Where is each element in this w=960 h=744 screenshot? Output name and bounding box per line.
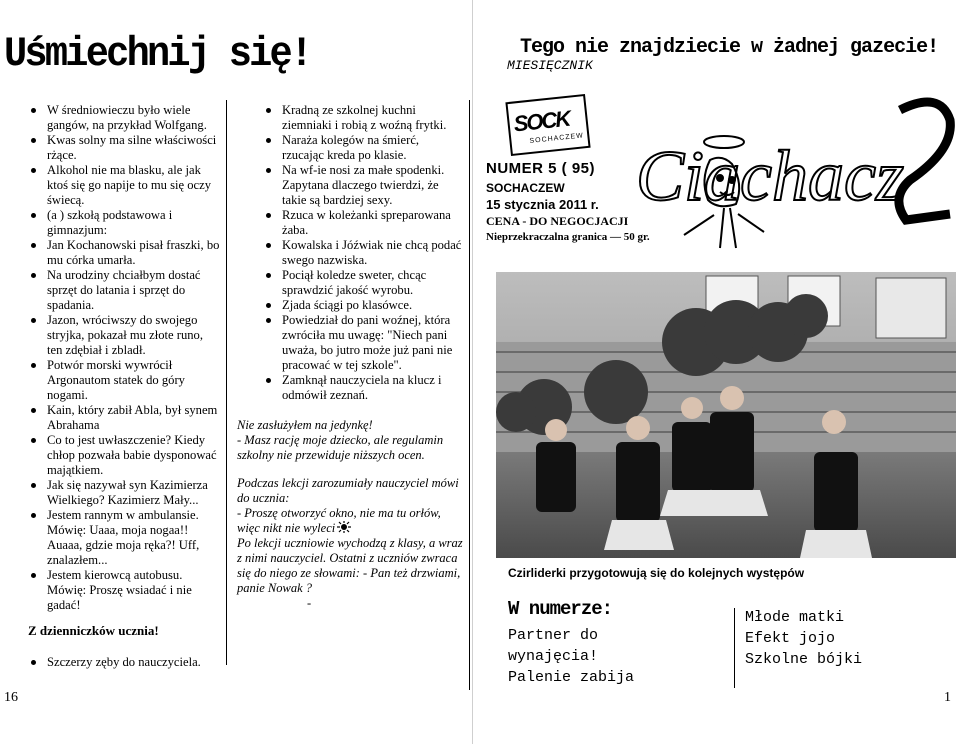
page-divider: [472, 0, 473, 744]
subtitle: MIESIĘCZNIK: [507, 58, 593, 73]
joke-item: Kain, który zabił Abla, był synem Abrahama: [28, 403, 220, 433]
joke-item: Jestem rannym w ambulansie. Mówię: Uaaa, moja nogaa!! Auaaa, gdzie moja ręka?! Uff, znalazłem...: [28, 508, 220, 568]
contents-item: Efekt jojo: [745, 630, 836, 647]
masthead-title: Ciachacz: [636, 136, 904, 216]
column-rule-1: [226, 100, 227, 665]
diary-items: [28, 655, 228, 670]
cheerleaders-photo: [496, 272, 956, 558]
contents-left: [508, 625, 718, 688]
dialog-block-2: [237, 476, 463, 611]
joke-item: (a ) szkołą podstawowa i gimnazjum:: [28, 208, 220, 238]
joke-item: Jak się nazywał syn Kazimierza Wielkiego? Kazimierz Mały...: [28, 478, 220, 508]
jokes-column-2: [263, 103, 463, 403]
joke-item: Jan Kochanowski pisał fraszki, bo mu córka umarła.: [28, 238, 220, 268]
dialog-line: -: [307, 596, 312, 610]
left-page-number: 16: [4, 690, 18, 705]
dialog-line: Nie zasłużyłem na jedynkę!: [237, 418, 373, 432]
sun-icon: [337, 521, 351, 533]
joke-item: Kradną ze szkolnej kuchni ziemniaki i robią z woźną frytki.: [263, 103, 463, 133]
joke-item: Jestem kierowcą autobusu. Mówię: Proszę wsiadać i nie gadać!: [28, 568, 220, 613]
logo-text: SOCK: [512, 105, 571, 137]
newspaper-logo: [505, 94, 590, 156]
joke-item: W średniowieczu było wiele gangów, na przykład Wolfgang.: [28, 103, 220, 133]
joke-item: Co to jest uwłaszczenie? Kiedy chłop pozwała babie dysponować majątkiem.: [28, 433, 220, 478]
joke-item: Zamknął nauczyciela na klucz i odmówił zeznań.: [263, 373, 463, 403]
joke-item: Kowalska i Jóźwiak nie chcą podać swego nazwiska.: [263, 238, 463, 268]
contents-heading: W numerze:: [508, 598, 613, 620]
issue-date: 15 stycznia 2011 r.: [486, 197, 599, 212]
issue-info: [486, 160, 650, 243]
joke-item: Kwas solny ma silne właściwości rżące.: [28, 133, 220, 163]
joke-item: Alkohol nie ma blasku, ale jak ktoś się go napije to mu się oczy świecą.: [28, 163, 220, 208]
logo-subtext: SOCHACZEW: [529, 132, 585, 145]
joke-item: Jazon, wróciwszy do swojego stryjka, pokazał mu złote runo, ten zdębiał i zbladł.: [28, 313, 220, 358]
contents-item: wynajęcia!: [508, 648, 599, 665]
dialog-line: - Proszę otworzyć okno, nie ma tu orłów, więc nikt nie wyleci: [237, 506, 441, 535]
photo-caption: Czirliderki przygotowują się do kolejnych występów: [508, 566, 805, 580]
issue-price: CENA - DO NEGOCJACJI: [486, 214, 629, 228]
joke-item: Na wf-ie nosi za małe spodenki. Zapytana dlaczego twierdzi, że takie są bardziej sexy.: [263, 163, 463, 208]
masthead-illustration: [630, 90, 956, 260]
dialog-block-1: [237, 418, 463, 463]
dialog-line: - Masz rację moje dziecko, ale regulamin szkolny nie przewiduje niższych ocen.: [237, 433, 444, 462]
joke-item: Rzuca w koleżanki spreparowana żaba.: [263, 208, 463, 238]
joke-item: Na urodziny chciałbym dostać sprzęt do latania i sprzęt do spadania.: [28, 268, 220, 313]
right-page-number: 1: [944, 690, 951, 705]
section-heading: Z dzienniczków ucznia!: [28, 623, 159, 638]
right-page-title: Tego nie znajdziecie w żadnej gazecie!: [520, 36, 939, 59]
contents-item: Młode matki: [745, 609, 845, 626]
issue-price-limit: Nieprzekraczalna granica — 50 gr.: [486, 231, 650, 243]
left-page-title: Uśmiechnij się!: [4, 30, 311, 78]
contents-item: Palenie zabija: [508, 669, 635, 686]
issue-number: NUMER 5 ( 95): [486, 160, 596, 177]
joke-item: Pociął koledze sweter, chcąc sprawdzić jakość wyrobu.: [263, 268, 463, 298]
joke-item: Potwór morski wywrócił Argonautom statek do góry nogami.: [28, 358, 220, 403]
jokes-column-1: [28, 103, 220, 613]
dialog-line: Po lekcji uczniowie wychodzą z klasy, a wraz z nimi nauczyciel. Ostatni z uczniów zwraca się do niego ze słowami: - Pan też drzwiami, panie Nowak ?: [237, 536, 463, 595]
dialog-line: Podczas lekcji zarozumiały nauczyciel mówi do ucznia:: [237, 476, 459, 505]
contents-item: Szkolne bójki: [745, 651, 863, 668]
joke-item: Narażа kolegów na śmierć, rzucając kreda po klasie.: [263, 133, 463, 163]
contents-right: [745, 607, 945, 670]
joke-item: Zjada ściągi po klasówce.: [263, 298, 463, 313]
column-rule-2: [469, 100, 470, 690]
joke-item: Powiedział do pani woźnej, która zwróciła mu uwagę: "Niech pani uważa, bo jutro może już pani nie pracować w tej szkole".: [263, 313, 463, 373]
issue-city: SOCHACZEW: [486, 181, 565, 195]
contents-item: Partner do: [508, 627, 599, 644]
joke-item: Szczerzy zęby do nauczyciela.: [28, 655, 228, 670]
contents-rule: [734, 608, 735, 688]
